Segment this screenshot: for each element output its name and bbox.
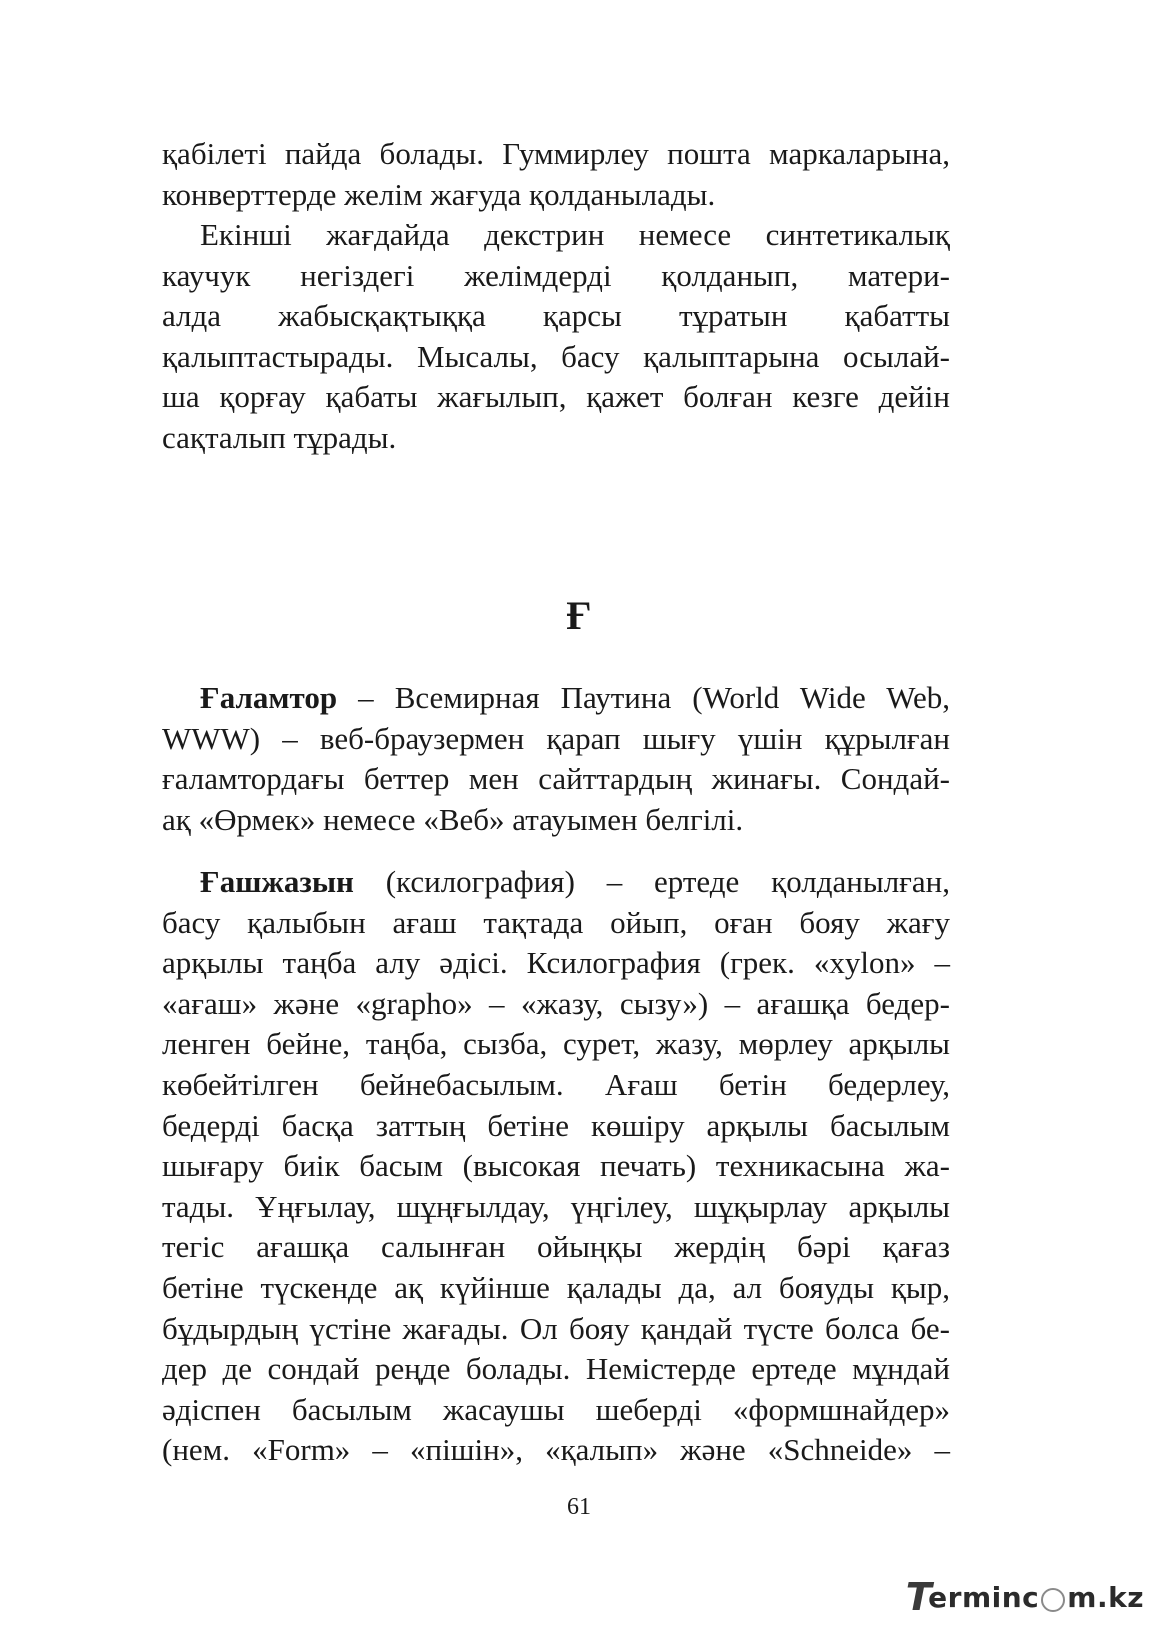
watermark-text-b: m.kz — [1067, 1580, 1144, 1614]
magnifier-icon — [1041, 1588, 1065, 1612]
entry-first-line — [162, 862, 950, 903]
text-line: тегіс ағашқа салынған ойыңқы жердің бәрі қағаз — [162, 1229, 950, 1265]
entry-definition-start: (ксилография) – ертеде қолданылған, — [353, 864, 950, 899]
entry-term: Ғаламтор — [200, 680, 338, 715]
text-line: WWW) – веб-браузермен қарап шығу үшін құрылған — [162, 720, 950, 756]
entry-definition-start: – Всемирная Паутина (World Wide Web, — [337, 680, 950, 715]
text-line: көбейтілген бейнебасылым. Ағаш бетін бедерлеу, — [162, 1066, 950, 1102]
text-line: дер де сондай реңде болады. Немістерде ертеде мұндай — [162, 1351, 950, 1387]
text-line: конверттерде желім жағуда қолданылады. — [162, 176, 716, 212]
text-line: бедерді басқа заттың бетіне көшіру арқылы басылым — [162, 1107, 950, 1143]
termincom-watermark — [906, 1575, 1144, 1619]
text-line: каучук негіздегі желімдерді қолданып, матери- — [162, 257, 950, 293]
text-line: қабілеті пайда болады. Гуммирлеу пошта маркаларына, — [162, 136, 950, 171]
text-line: арқылы таңба алу әдісі. Ксилография (грек. «xylon» – — [162, 945, 950, 981]
text-line: (нем. «Form» – «пішін», «қалып» және «Schneide» – — [162, 1432, 950, 1468]
entry-galamtor — [162, 678, 950, 840]
text-line: «ағаш» және «grapho» – «жазу, сызу») – ағашқа бедер- — [162, 985, 950, 1021]
text-line: алда жабысқақтыққа қарсы тұратын қабатты — [162, 298, 950, 334]
entry-term: Ғашжазын — [200, 864, 354, 899]
watermark-text-a: erminc — [928, 1580, 1040, 1614]
text-line: сақталып тұрады. — [162, 419, 397, 455]
text-line: ленген бейне, таңба, сызба, сурет, жазу, мөрлеу арқылы — [162, 1026, 950, 1062]
text-line: тады. Ұңғылау, шұңғылдау, үңгілеу, шұқырлау арқылы — [162, 1188, 950, 1224]
text-line: шығару биік басым (высокая печать) техникасына жа- — [162, 1148, 950, 1184]
text-line: ақ «Өрмек» немесе «Веб» атауымен белгілі. — [162, 801, 744, 837]
text-line: басу қалыбын ағаш тақтада ойып, оған бояу жағу — [162, 904, 950, 940]
text-line: қалыптастырады. Мысалы, басу қалыптарына осылай- — [162, 338, 950, 374]
text-line: әдіспен басылым жасаушы шеберді «формшнайдер» — [162, 1391, 950, 1427]
text-line: ша қорғау қабаты жағылып, қажет болған кезге дейін — [162, 379, 950, 415]
text-line: бетіне түскенде ақ күйінше қалады да, ал бояуды қыр, — [162, 1269, 950, 1305]
section-letter-heading: Ғ — [566, 593, 592, 638]
text-line: ғаламтордағы беттер мен сайттардың жинағы. Сондай- — [162, 761, 950, 797]
text-line: Екінші жағдайда декстрин немесе синтетикалық — [200, 217, 950, 252]
watermark-initial: T — [905, 1575, 933, 1619]
text-line: бұдырдың үстіне жағады. Ол бояу қандай түсте болса бе- — [162, 1310, 950, 1346]
entry-gashzhazyn — [162, 862, 950, 1471]
page-number: 61 — [567, 1494, 591, 1520]
paragraph-continuation — [162, 134, 950, 215]
paragraph-second-case — [162, 215, 950, 459]
entry-first-line — [162, 678, 950, 719]
